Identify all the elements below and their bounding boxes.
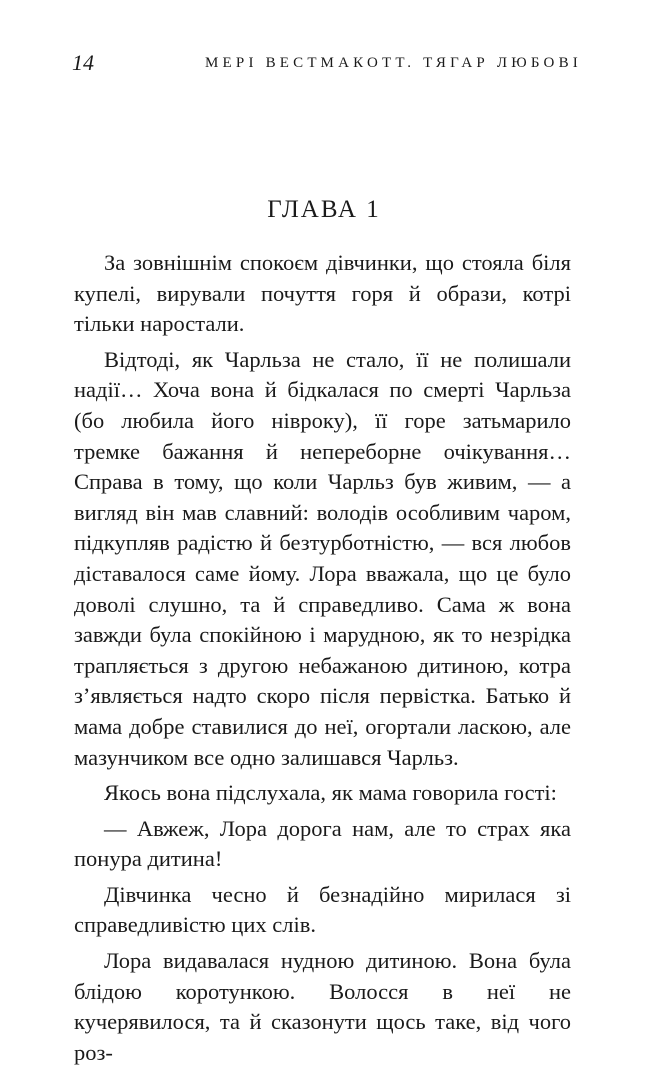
body-text (74, 248, 571, 1073)
chapter-title: ГЛАВА 1 (267, 196, 381, 223)
paragraph: Лора видавалася нудною дитиною. Вона була блідою коротункою. Волосся в неї не кучерявилося, та й сказонути щось таке, від чого роз- (74, 948, 571, 1065)
paragraph: Відтоді, як Чарльза не стало, її не полишали надії… Хоча вона й бідкалася по смерті Чарльза (бо любила його нівроку), її горе затьмарило тремке бажання й непереборне очікування… Справа в тому, що коли Чарльз був живим, — а вигляд він мав славний: володів особливим чаром, підкупляв радістю й безтурботністю, — вся любов діставалося саме йому. Лора вважала, що це було доволі слушно, та й справедливо. Сама ж вона завжди була спокійною і марудною, як то незрідка трапляється з другою небажаною дитиною, котра з’являється надто скоро після первістка. Батько й мама добре ставилися до неї, огортали ласкою, але мазунчиком все одно залишався Чарльз. (74, 346, 571, 770)
paragraph: За зовнішнім спокоєм дівчинки, що стояла біля купелі, вирували почуття горя й образи, котрі тільки наростали. (74, 250, 571, 337)
paragraph: Якось вона підслухала, як мама говорила гості: (104, 780, 557, 806)
paragraph: Дівчинка чесно й безнадійно мирилася зі справедливістю цих слів. (74, 881, 571, 938)
page-header (72, 48, 582, 78)
page-number: 14 (72, 50, 94, 75)
running-title: МЕРІ ВЕСТМАКОТТ. ТЯГАР ЛЮБОВІ (205, 55, 582, 71)
dialogue-line: — Авжеж, Лора дорога нам, але то страх яка понура дитина! (74, 815, 571, 872)
